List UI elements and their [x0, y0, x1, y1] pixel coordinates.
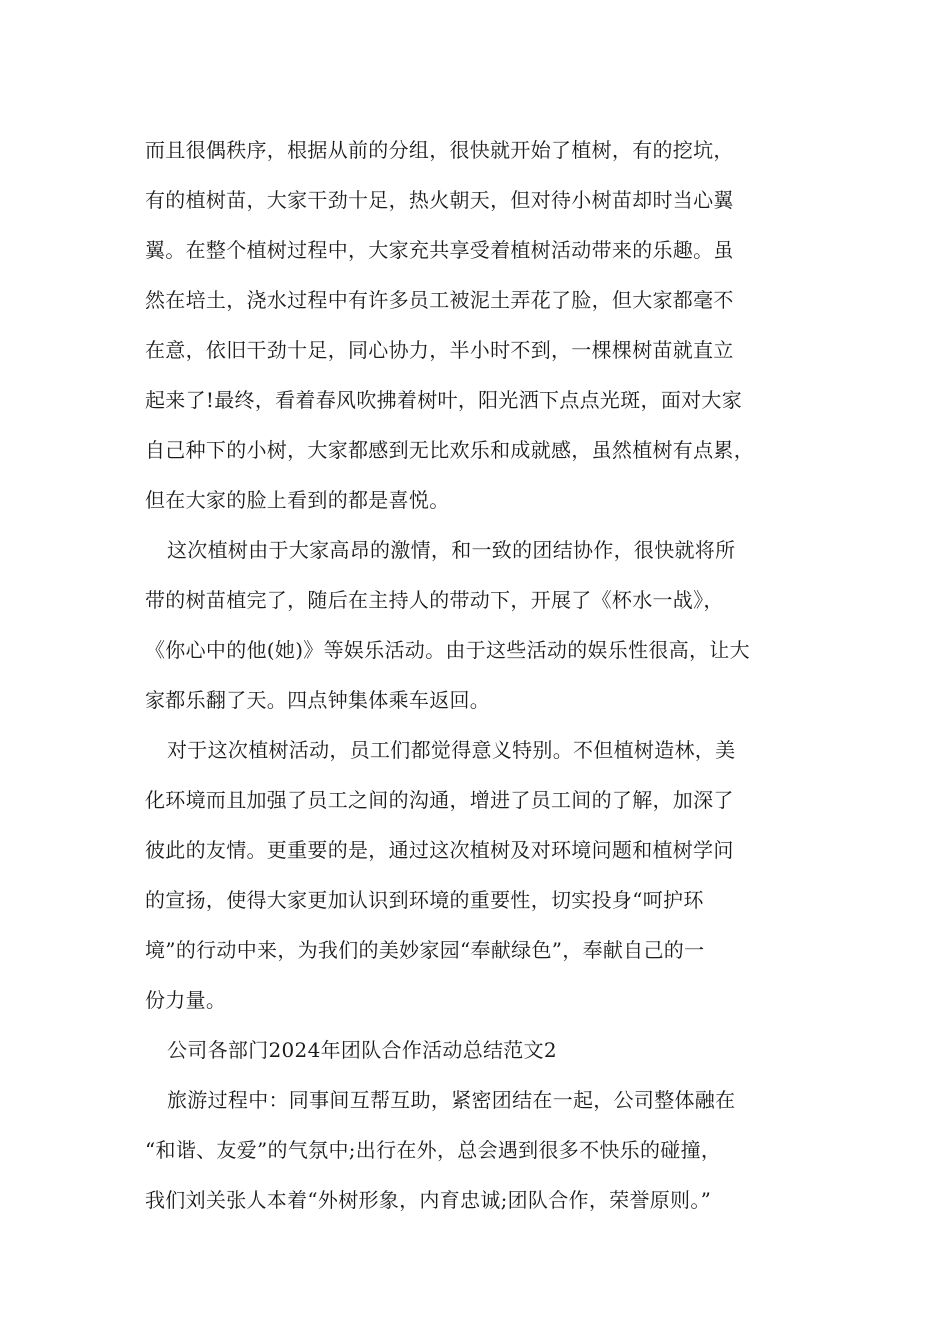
paragraph-line: 化环境而且加强了员工之间的沟通，增进了员工间的了解，加深了	[145, 788, 734, 812]
paragraph-line: 我们刘关张人本着“外树形象，内育忠诚;团队合作，荣誉原则。”	[145, 1188, 712, 1212]
paragraph-line: 《你心中的他(她)》等娱乐活动。由于这些活动的娱乐性很高，让大	[145, 638, 750, 662]
paragraph-line: 自己种下的小树，大家都感到无比欢乐和成就感，虽然植树有点累，	[145, 438, 754, 462]
section-heading: 公司各部门2024年团队合作活动总结范文2	[167, 1038, 557, 1062]
paragraph-line: 彼此的友情。更重要的是，通过这次植树及对环境问题和植树学问	[145, 838, 734, 862]
paragraph-line: 家都乐翻了天。四点钟集体乘车返回。	[145, 688, 491, 712]
paragraph-line: 带的树苗植完了，随后在主持人的带动下，开展了《杯水一战》，	[145, 588, 724, 612]
paragraph-line: 份力量。	[145, 988, 227, 1012]
paragraph-line: 有的植树苗，大家干劲十足，热火朝天，但对待小树苗却时当心翼	[145, 188, 734, 212]
paragraph-line: 这次植树由于大家高昂的激情，和一致的团结协作，很快就将所	[167, 538, 736, 562]
paragraph-line: 但在大家的脸上看到的都是喜悦。	[145, 488, 450, 512]
paragraph-line: 在意，依旧干劲十足，同心协力，半小时不到，一棵棵树苗就直立	[145, 338, 734, 362]
paragraph-line: 起来了!最终，看着春风吹拂着树叶，阳光洒下点点光斑，面对大家	[145, 388, 743, 412]
paragraph-line: 境”的行动中来，为我们的美妙家园“奉献绿色”，奉献自己的一	[145, 938, 705, 962]
paragraph-line: 对于这次植树活动，员工们都觉得意义特别。不但植树造林，美	[167, 738, 736, 762]
paragraph-line: 的宣扬，使得大家更加认识到环境的重要性，切实投身“呵护环	[145, 888, 704, 912]
paragraph-line: 旅游过程中：同事间互帮互助，紧密团结在一起，公司整体融在	[167, 1088, 736, 1112]
paragraph-line: 然在培土，浇水过程中有许多员工被泥土弄花了脸，但大家都毫不	[145, 288, 734, 312]
paragraph-line: 而且很偶秩序，根据从前的分组，很快就开始了植树，有的挖坑，	[145, 138, 734, 162]
paragraph-line: 翼。在整个植树过程中，大家充共享受着植树活动带来的乐趣。虽	[145, 238, 734, 262]
paragraph-line: “和谐、友爱”的气氛中;出行在外，总会遇到很多不快乐的碰撞，	[145, 1138, 722, 1162]
